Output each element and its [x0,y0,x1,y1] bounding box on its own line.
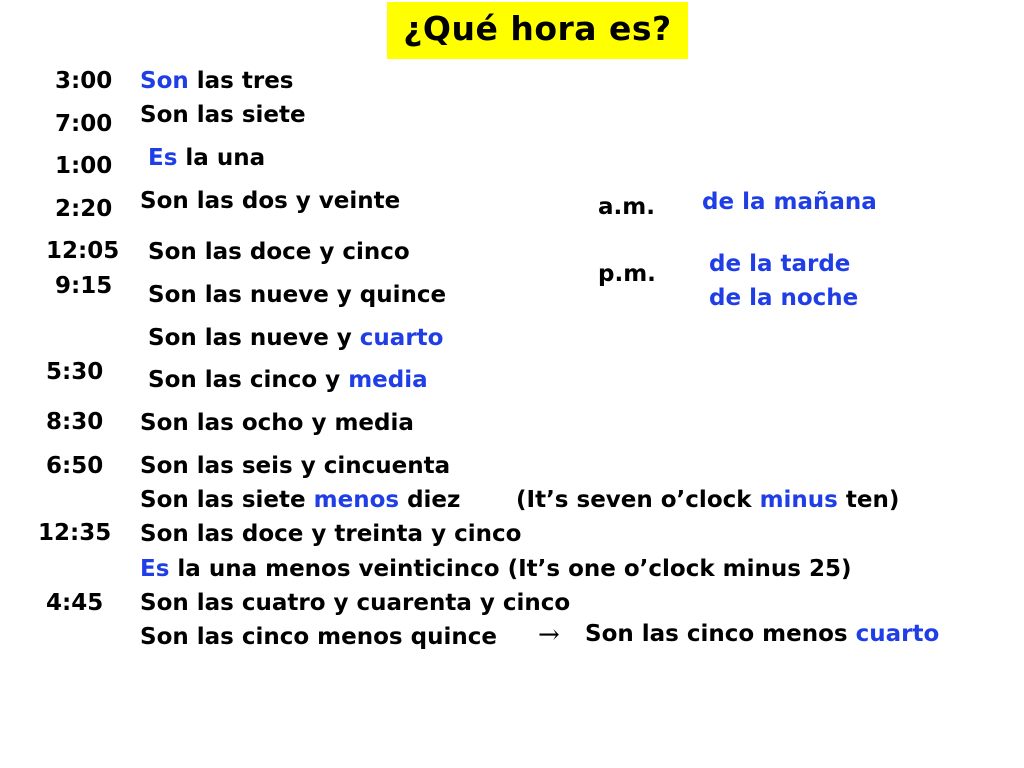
title-highlight-box [387,2,688,59]
time-8-30: 8:30 [46,409,104,435]
phrase-word-highlight: media [348,367,428,393]
phrase-rest: Son las cinco y [148,367,349,393]
phrase-cinco-menos-cuarto [585,623,939,646]
page-title: ¿Qué hora es? [403,9,672,48]
time-6-50: 6:50 [46,453,104,479]
phrase-seis-y-cincuenta: Son las seis y cincuenta [140,453,451,479]
phrase-cuatro-cuarenta-y-cinco: Son las cuatro y cuarenta y cinco [140,590,571,616]
phrase-rest: la una [177,145,266,171]
phrase-verb-highlight: Es [148,145,178,171]
phrase-cinco-y-media [148,369,428,392]
pm-meaning-night: de la noche [709,285,859,311]
phrase-verb-highlight: Son [140,68,189,94]
time-9-15: 9:15 [55,273,113,299]
translation-seven-minus-ten [516,489,899,512]
phrase-rest: diez [399,487,461,513]
translation-rest: ten) [837,487,900,513]
time-4-45: 4:45 [46,590,104,616]
phrase-rest: Son las nueve y [148,325,360,351]
phrase-son-las-siete: Son las siete [140,102,306,128]
pm-label: p.m. [598,261,656,287]
am-label: a.m. [598,194,655,220]
translation-word-highlight: minus [759,487,838,513]
time-1-00: 1:00 [55,153,113,179]
time-12-05: 12:05 [46,238,120,264]
right-arrow-icon: → [538,620,560,650]
phrase-son-las-tres [140,70,294,93]
phrase-rest: Son las cinco menos [585,621,856,647]
phrase-doce-y-cinco: Son las doce y cinco [148,239,410,265]
phrase-rest: la una menos veinticinco (It’s one o’clock minus 25) [169,556,852,582]
time-12-35: 12:35 [38,520,112,546]
phrase-rest: las tres [188,68,294,94]
am-meaning: de la mañana [702,189,877,215]
phrase-nueve-y-quince: Son las nueve y quince [148,282,447,308]
phrase-word-highlight: menos [313,487,400,513]
translation-rest: (It’s seven o’clock [516,487,760,513]
phrase-word-highlight: cuarto [855,621,940,647]
phrase-doce-treinta-y-cinco: Son las doce y treinta y cinco [140,521,522,547]
phrase-cinco-menos-quince: Son las cinco menos quince [140,624,497,650]
phrase-siete-menos-diez [140,489,460,512]
phrase-es-la-una [148,147,265,170]
time-2-20: 2:20 [55,196,113,222]
time-5-30: 5:30 [46,359,104,385]
phrase-rest: Son las siete [140,487,314,513]
phrase-ocho-y-media: Son las ocho y media [140,410,414,436]
phrase-verb-highlight: Es [140,556,170,582]
pm-meaning-afternoon: de la tarde [709,251,851,277]
phrase-dos-y-veinte: Son las dos y veinte [140,188,401,214]
phrase-word-highlight: cuarto [359,325,444,351]
phrase-una-menos-veinticinco [140,558,852,581]
phrase-nueve-y-cuarto [148,327,443,350]
time-7-00: 7:00 [55,111,113,137]
time-3-00: 3:00 [55,68,113,94]
